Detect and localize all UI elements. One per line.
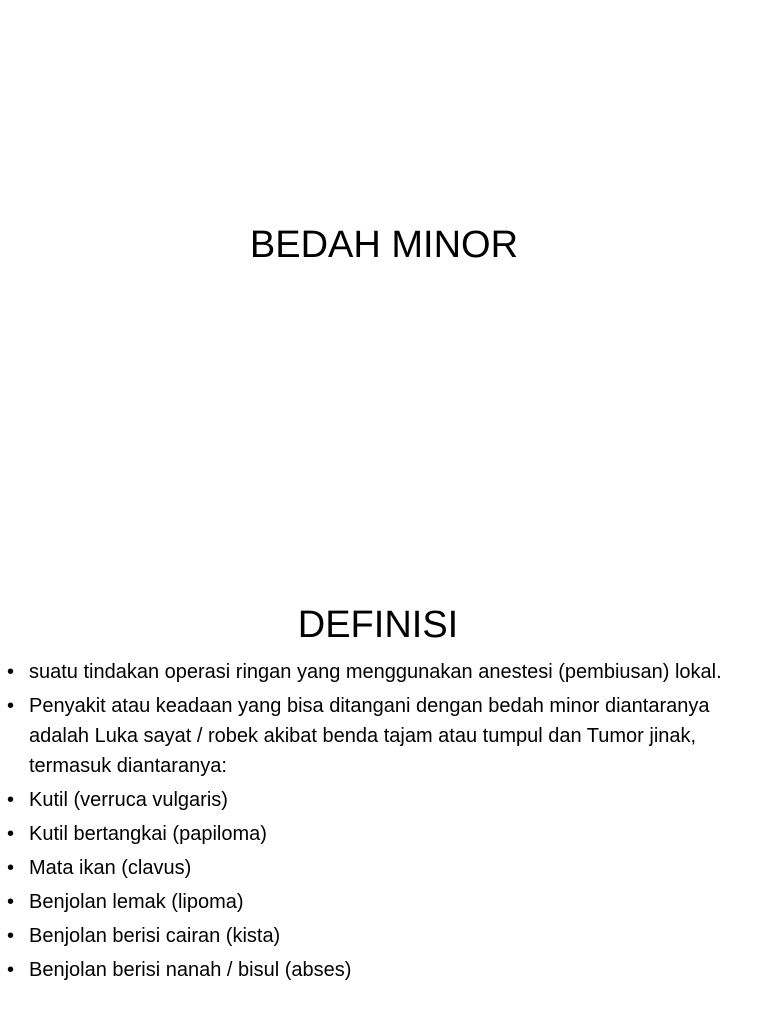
bullet-icon: • (7, 695, 15, 717)
bullet-item (0, 691, 768, 781)
bullet-icon: • (7, 823, 15, 845)
bullet-icon: • (7, 661, 15, 683)
bullet-icon: • (7, 959, 15, 981)
bullet-text: Benjolan berisi cairan (kista) (29, 925, 281, 947)
bullet-item (0, 853, 768, 883)
bullet-item (0, 785, 768, 815)
bullet-icon: • (7, 891, 15, 913)
bullet-text: Penyakit atau keadaan yang bisa ditangani dengan bedah minor diantaranya adalah Luka sayat / robek akibat benda tajam atau tumpul dan Tumor jinak, termasuk diantaranya: (29, 695, 710, 777)
bullet-item (0, 657, 768, 687)
definisi-bullet-list (0, 657, 768, 989)
slide-definisi (0, 576, 768, 1024)
bullet-icon: • (7, 925, 15, 947)
bullet-text: Benjolan lemak (lipoma) (29, 891, 244, 913)
bullet-text: Kutil (verruca vulgaris) (29, 789, 228, 811)
bullet-icon: • (7, 857, 15, 879)
bullet-text: suatu tindakan operasi ringan yang menggunakan anestesi (pembiusan) lokal. (29, 661, 722, 683)
definisi-heading: DEFINISI (297, 604, 459, 646)
bullet-item (0, 955, 768, 985)
slide-title-heading: BEDAH MINOR (249, 224, 519, 266)
bullet-item (0, 887, 768, 917)
bullet-item (0, 819, 768, 849)
bullet-text: Kutil bertangkai (papiloma) (29, 823, 267, 845)
bullet-icon: • (7, 789, 15, 811)
bullet-text: Benjolan berisi nanah / bisul (abses) (29, 959, 352, 981)
bullet-item (0, 921, 768, 951)
bullet-text: Mata ikan (clavus) (29, 857, 192, 879)
